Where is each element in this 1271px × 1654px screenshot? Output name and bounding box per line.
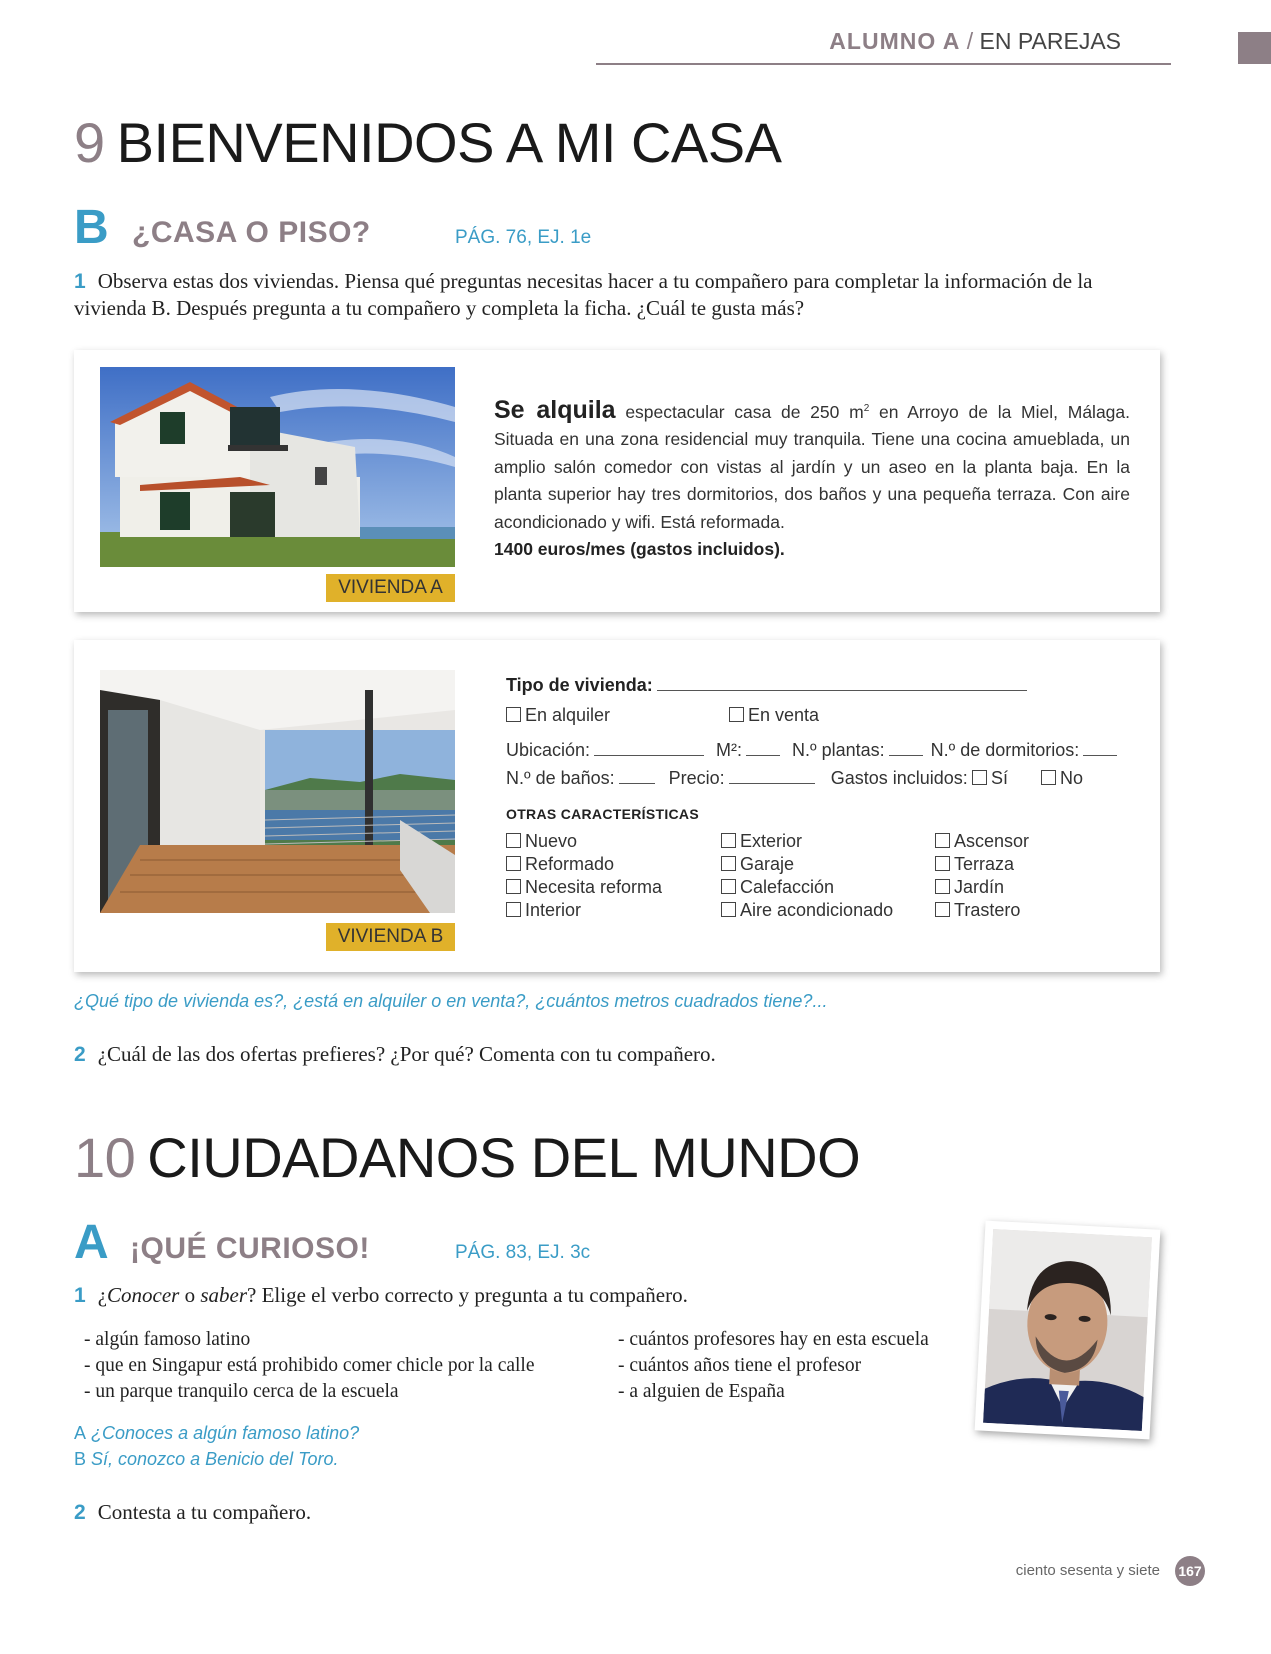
precio-label: Precio: bbox=[668, 768, 725, 788]
plantas-field[interactable] bbox=[889, 755, 923, 756]
exercise-number: 2 bbox=[74, 1501, 86, 1524]
feature-label: Necesita reforma bbox=[525, 877, 663, 897]
tipo-vivienda-field[interactable] bbox=[657, 690, 1027, 691]
example-questions: ¿Qué tipo de vivienda es?, ¿está en alquiler o en venta?, ¿cuántos metros cuadrados tiene?... bbox=[74, 991, 828, 1011]
feature-label: Trastero bbox=[954, 900, 1021, 920]
feature-label: Exterior bbox=[740, 831, 803, 851]
dialogue-line-b bbox=[74, 1446, 359, 1472]
verb-saber: saber bbox=[200, 1283, 248, 1307]
tipo-vivienda-label: Tipo de vivienda: bbox=[506, 675, 653, 695]
features-col-2 bbox=[721, 830, 893, 922]
dialogue-example bbox=[74, 1420, 359, 1472]
ubicacion-label: Ubicación: bbox=[506, 740, 591, 760]
feature-option[interactable] bbox=[506, 830, 662, 853]
feature-checkbox[interactable] bbox=[506, 856, 521, 871]
gastos-si-label: Sí bbox=[991, 768, 1009, 788]
dormitorios-label: N.º de dormitorios: bbox=[930, 740, 1080, 760]
section-letter: B bbox=[74, 201, 109, 254]
en-alquiler-checkbox[interactable] bbox=[506, 707, 521, 722]
feature-label: Ascensor bbox=[954, 831, 1030, 851]
gastos-no-label: No bbox=[1060, 768, 1084, 788]
feature-option[interactable] bbox=[506, 876, 662, 899]
vivienda-a-photo bbox=[100, 367, 455, 567]
feature-label: Jardín bbox=[954, 877, 1005, 897]
list-item: - que en Singapur está prohibido comer chicle por la calle bbox=[84, 1355, 535, 1376]
feature-checkbox[interactable] bbox=[935, 879, 950, 894]
unit-10-title bbox=[74, 1125, 860, 1190]
exercise-text: Observa estas dos viviendas. Piensa qué preguntas necesitas hacer a tu compañero para completar la información de la vivienda B. Después pregunta a tu compañero y completa la ficha. ¿Cuál te gusta más? bbox=[74, 269, 1093, 320]
speaker-b: B bbox=[74, 1449, 87, 1469]
feature-option[interactable] bbox=[721, 899, 893, 922]
page-number-badge: 167 bbox=[1175, 1556, 1205, 1586]
feature-checkbox[interactable] bbox=[721, 879, 736, 894]
feature-checkbox[interactable] bbox=[721, 833, 736, 848]
feature-checkbox[interactable] bbox=[935, 833, 950, 848]
plantas-label: N.º plantas: bbox=[792, 740, 885, 760]
en-alquiler-option[interactable] bbox=[506, 705, 610, 726]
section-page-reference: PÁG. 83, EJ. 3c bbox=[455, 1242, 591, 1263]
list-item: - a alguien de España bbox=[618, 1381, 785, 1402]
gastos-no-option[interactable] bbox=[1041, 768, 1083, 789]
en-venta-checkbox[interactable] bbox=[729, 707, 744, 722]
exercise-number: 1 bbox=[74, 1284, 86, 1307]
list-item: - cuántos años tiene el profesor bbox=[618, 1355, 862, 1376]
header-separator: / bbox=[966, 28, 974, 54]
feature-checkbox[interactable] bbox=[506, 879, 521, 894]
otras-caracteristicas-title: OTRAS CARACTERÍSTICAS bbox=[506, 806, 699, 822]
m2-label: M²: bbox=[716, 740, 743, 760]
feature-label: Reformado bbox=[525, 854, 615, 874]
feature-label: Terraza bbox=[954, 854, 1015, 874]
en-venta-label: En venta bbox=[748, 705, 820, 725]
exercise-1-instructions bbox=[74, 1282, 688, 1309]
feature-label: Interior bbox=[525, 900, 582, 920]
exercise-number: 1 bbox=[74, 270, 86, 293]
exercise-2-instructions bbox=[74, 1499, 311, 1526]
feature-option[interactable] bbox=[935, 853, 1029, 876]
feature-checkbox[interactable] bbox=[935, 856, 950, 871]
exercise-1-instructions bbox=[74, 268, 1094, 322]
header-mode: EN PAREJAS bbox=[979, 28, 1121, 54]
feature-option[interactable] bbox=[935, 899, 1029, 922]
gastos-si-option[interactable] bbox=[972, 768, 1008, 789]
precio-field[interactable] bbox=[729, 783, 815, 784]
section-page-reference: PÁG. 76, EJ. 1e bbox=[455, 227, 592, 248]
conjunction: o bbox=[179, 1283, 201, 1307]
feature-checkbox[interactable] bbox=[721, 856, 736, 871]
header-rule bbox=[596, 63, 1171, 65]
header-alumno: ALUMNO A bbox=[829, 28, 961, 54]
feature-option[interactable] bbox=[935, 876, 1029, 899]
feature-label: Nuevo bbox=[525, 831, 578, 851]
unit-number: 9 bbox=[74, 111, 105, 174]
page-edge-tab bbox=[1238, 32, 1271, 64]
exercise-text: ? Elige el verbo correcto y pregunta a tu compañero. bbox=[247, 1283, 688, 1307]
section-title: ¡QUÉ CURIOSO! bbox=[130, 1232, 370, 1265]
feature-option[interactable] bbox=[721, 853, 893, 876]
feature-option[interactable] bbox=[935, 830, 1029, 853]
unit-number: 10 bbox=[74, 1126, 136, 1189]
list-item: - un parque tranquilo cerca de la escuela bbox=[84, 1381, 399, 1402]
vivienda-a-label: VIVIENDA A bbox=[326, 574, 455, 602]
dialogue-line-a bbox=[74, 1420, 359, 1446]
unit-9-title bbox=[74, 110, 781, 175]
dialogue-text-b: Sí, conozco a Benicio del Toro. bbox=[91, 1449, 339, 1469]
dialogue-text-a: ¿Conoces a algún famoso latino? bbox=[91, 1423, 360, 1443]
feature-checkbox[interactable] bbox=[935, 902, 950, 917]
exercise-2-instructions bbox=[74, 1041, 716, 1068]
page-number-words: ciento sesenta y siete bbox=[1015, 1562, 1160, 1579]
vivienda-b-photo bbox=[100, 670, 455, 913]
feature-option[interactable] bbox=[506, 899, 662, 922]
ad-price: 1400 euros/mes (gastos incluidos). bbox=[494, 539, 785, 560]
speaker-a: A bbox=[74, 1423, 87, 1443]
en-alquiler-label: En alquiler bbox=[525, 705, 611, 725]
dormitorios-field[interactable] bbox=[1083, 755, 1117, 756]
section-letter: A bbox=[74, 1216, 109, 1269]
ad-lead: Se alquila bbox=[494, 395, 616, 424]
prompt-list-left bbox=[84, 1327, 535, 1405]
list-item: - cuántos profesores hay en esta escuela bbox=[618, 1329, 929, 1350]
features-col-3 bbox=[935, 830, 1029, 922]
verb-conocer: Conocer bbox=[107, 1283, 180, 1307]
gastos-si-checkbox[interactable] bbox=[972, 770, 987, 785]
features-col-1 bbox=[506, 830, 662, 922]
ubicacion-row bbox=[506, 740, 1117, 761]
list-item: - algún famoso latino bbox=[84, 1329, 251, 1350]
feature-label: Calefacción bbox=[740, 877, 835, 897]
feature-option[interactable] bbox=[721, 830, 893, 853]
ad-body-2: en Arroyo de la Miel, Málaga. Situada en una zona residencial muy tranquila. Tiene una cocina amueblada, un amplio salón comedor con vistas al jardín y un aseo en la planta baja. En la planta superior hay tres dormitorios, dos baños y una pequeña terraza. Con aire acondicionado y wifi. Está reformada. bbox=[494, 401, 1130, 532]
m2-field[interactable] bbox=[746, 755, 780, 756]
exercise-text: ¿Cuál de las dos ofertas prefieres? ¿Por qué? Comenta con tu compañero. bbox=[97, 1042, 716, 1066]
ad-body-1: espectacular casa de 250 m bbox=[615, 401, 864, 422]
feature-checkbox[interactable] bbox=[506, 833, 521, 848]
banos-label: N.º de baños: bbox=[506, 768, 615, 788]
en-venta-option[interactable] bbox=[729, 705, 819, 726]
gastos-no-checkbox[interactable] bbox=[1041, 770, 1056, 785]
feature-option[interactable] bbox=[506, 853, 662, 876]
feature-checkbox[interactable] bbox=[506, 902, 521, 917]
banos-field[interactable] bbox=[619, 783, 655, 784]
unit-title-text: BIENVENIDOS A MI CASA bbox=[116, 111, 782, 174]
section-title: ¿CASA O PISO? bbox=[132, 216, 371, 249]
ad-superscript: 2 bbox=[863, 403, 870, 414]
banos-row bbox=[506, 768, 968, 789]
page-header bbox=[829, 28, 1121, 55]
feature-label: Garaje bbox=[740, 854, 795, 874]
prompt-list-right bbox=[618, 1327, 929, 1405]
gastos-label: Gastos incluidos: bbox=[830, 768, 968, 788]
feature-option[interactable] bbox=[721, 876, 893, 899]
tipo-vivienda-row bbox=[506, 675, 1027, 696]
celebrity-photo bbox=[983, 1229, 1152, 1431]
vivienda-b-label: VIVIENDA B bbox=[326, 923, 455, 951]
unit-title-text: CIUDADANOS DEL MUNDO bbox=[147, 1126, 861, 1189]
vivienda-a-description bbox=[494, 395, 1130, 564]
exercise-number: 2 bbox=[74, 1043, 86, 1066]
open-question-mark: ¿ bbox=[97, 1283, 108, 1307]
feature-checkbox[interactable] bbox=[721, 902, 736, 917]
ubicacion-field[interactable] bbox=[594, 755, 704, 756]
exercise-text: Contesta a tu compañero. bbox=[97, 1500, 312, 1524]
celebrity-photo-frame bbox=[975, 1221, 1161, 1440]
feature-label: Aire acondicionado bbox=[740, 900, 894, 920]
